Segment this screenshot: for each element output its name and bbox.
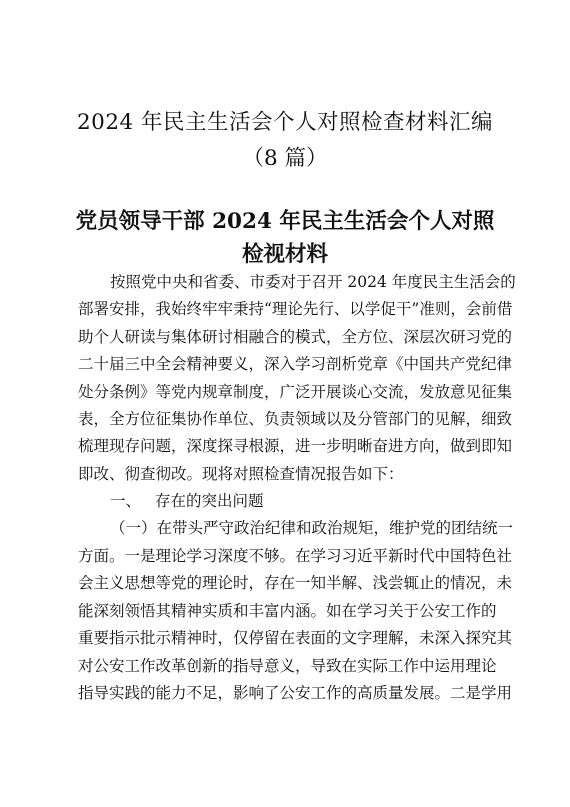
intro-line: 二十届三中全会精神要义，深入学习剖析党章《中国共产党纪律 (78, 355, 513, 373)
document-title: 2024 年民主生活会个人对照检查材料汇编 (76, 110, 494, 135)
section-title: 存在的突出问题 (155, 492, 264, 510)
body-line: （一）在带头严守政治纪律和政治规矩，维护党的团结统一 (110, 519, 514, 537)
section-heading (110, 494, 264, 510)
intro-line: 助个人研读与集体研讨相融合的模式，全方位、深层次研习党的 (78, 328, 513, 346)
intro-line: 梳理现存问题，深度探寻根源，进一步明晰奋进方向，做到即知 (78, 437, 513, 455)
body-line: 能深刻领悟其精神实质和丰富内涵。如在学习关于公安工作的 (78, 602, 497, 620)
intro-line: 部署安排，我始终牢牢秉持“理论先行、以学促干”准则，会前借 (78, 300, 513, 318)
body-line: 重要指示批示精神时，仅停留在表面的文字理解，未深入探究其 (78, 629, 513, 647)
section-number: 一、 (110, 492, 142, 510)
intro-line: 表，全方位征集协作单位、负责领域以及分管部门的见解，细致 (78, 410, 513, 428)
body-line: 指导实践的能力不足，影响了公安工作的高质量发展。二是学用 (78, 684, 513, 702)
body-line: 方面。一是理论学习深度不够。在学习习近平新时代中国特色社 (78, 547, 513, 565)
article-heading-line-1: 党员领导干部 2024 年民主生活会个人对照 (75, 209, 495, 234)
intro-line: 处分条例》等党内规章制度，广泛开展谈心交流，发放意见征集 (78, 383, 513, 401)
intro-line: 即改、彻查彻改。现将对照检查情况报告如下： (78, 465, 404, 483)
document-subtitle: （8 篇） (242, 146, 328, 171)
intro-line: 按照党中央和省委、市委对于召开 2024 年度民主生活会的 (110, 273, 516, 291)
body-line: 会主义思想等党的理论时，存在一知半解、浅尝辄止的情况，未 (78, 574, 513, 592)
body-line: 对公安工作改革创新的指导意义，导致在实际工作中运用理论 (78, 657, 497, 675)
article-heading-line-2: 检视材料 (241, 242, 328, 267)
